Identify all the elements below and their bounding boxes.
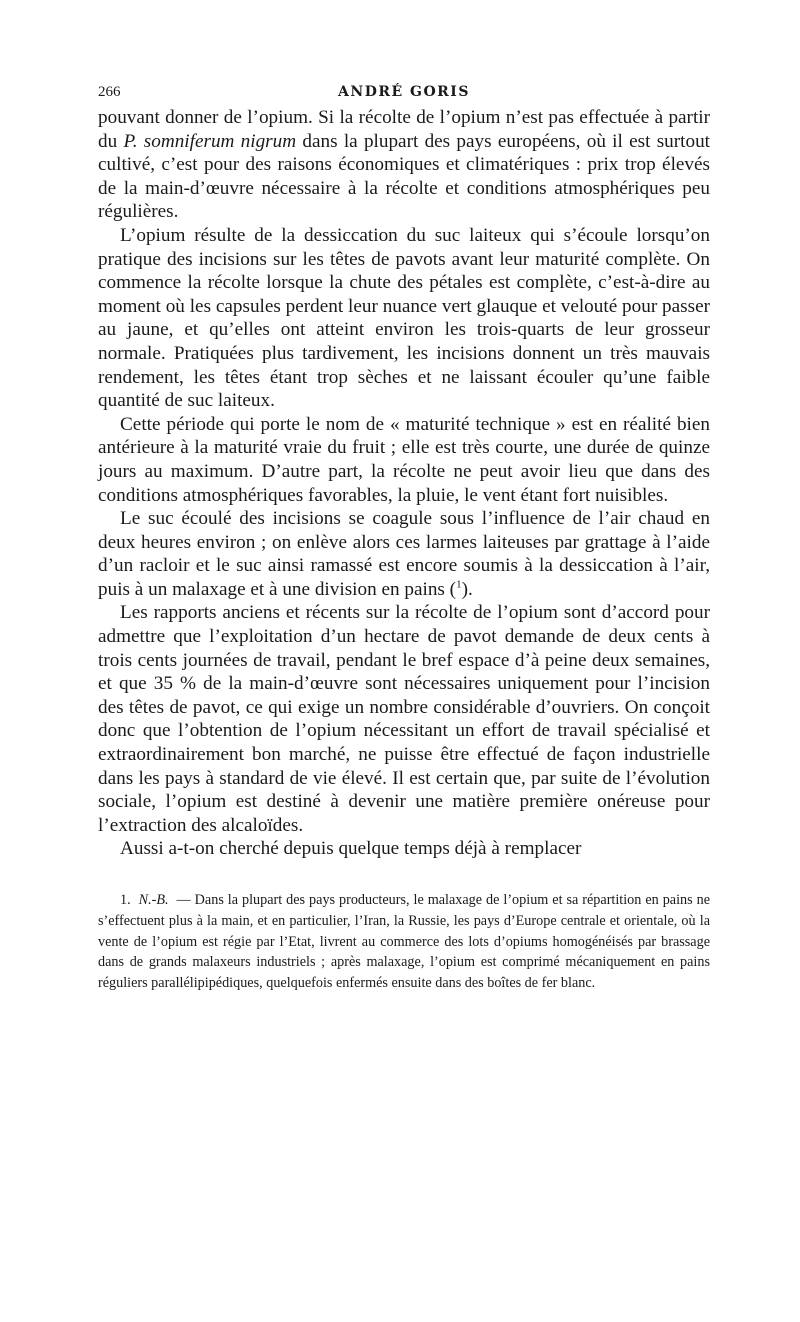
- footnote-text: — Dans la plupart des pays producteurs, le malaxage de l’opium et sa répartition en pains ne s’effectuent plus à la main, et en particulier, l’Iran, la Russie, les pays d’Europe centrale et orientale, où la vente de l’opium est régie par l’Etat, livrent au commerce des lots d’opiums homogénéisés par brassage dans de grands malaxeurs industriels ; après malaxage, l’opium est comprimé mécaniquement en pains réguliers parallélipipédiques, quelquefois enfermés ensuite dans des boîtes de fer blanc.: [98, 892, 710, 992]
- running-title: ANDRÉ GORIS: [338, 84, 470, 100]
- footnote-number: 1.: [120, 892, 131, 908]
- running-head: [98, 78, 710, 106]
- footnote: [98, 890, 710, 994]
- text-run: dans la plupart des pays européens, où il est surtout cultivé, c’est pour des raisons économiques et climatériques : prix trop élevés de la main-d’œuvre nécessaire à la récolte et conditions atmosphériques peu régulières.: [98, 130, 711, 223]
- paragraph: [98, 106, 710, 224]
- paragraph: [98, 224, 710, 413]
- text-run: Aussi a-t-on cherché depuis quelque temps déjà à remplacer: [120, 838, 582, 860]
- text-run: Cette période qui porte le nom de « maturité technique » est en réalité bien antérieure à la maturité vraie du fruit ; elle est très courte, une durée de quinze jours au maximum. D’autre part, la récolte ne peut avoir lieu que dans des conditions atmosphériques favorables, la pluie, le vent étant fort nuisibles.: [98, 413, 710, 506]
- text-run: Les rapports anciens et récents sur la récolte de l’opium sont d’accord pour admettre que l’exploitation d’un hectare de pavot demande de deux cents à trois cents journées de travail, pendant le bref espace d’à peine deux semaines, et que 35 % de la main-d’œuvre sont nécessaires uniquement pour l’incision des têtes de pavot, ce qui exige un nombre considérable d’ouvriers. On conçoit donc que l’obtention de l’opium nécessitant un effort de travail spécialisé et extraordinairement bon marché, ne puisse être effectué de façon industrielle dans les pays à standard de vie élevé. Il est certain que, par suite de l’évolution sociale, l’opium est destiné à devenir une matière première onéreuse pour l’extraction des alcaloïdes.: [98, 602, 710, 836]
- paragraph: [98, 413, 710, 507]
- paragraph: [98, 601, 710, 837]
- body-text: [98, 106, 710, 861]
- text-run: L’opium résulte de la dessiccation du suc laiteux qui s’écoule lorsqu’on pratique des incisions sur les têtes de pavots avant leur maturité complète. On commence la récolte lorsque la chute des pétales est complète, c’est-à-dire au moment où les capsules perdent leur nuance vert glauque et velouté pour passer au jaune, et qu’elles ont atteint environ les trois-quarts de leur grosseur normale. Pratiquées plus tardivement, les incisions donnent un très mauvais rendement, les têtes étant trop sèches et ne laissant écouler qu’une faible quantité de suc laiteux.: [98, 224, 710, 412]
- paragraph: [98, 837, 710, 861]
- text-run: Le suc écoulé des incisions se coagule sous l’influence de l’air chaud en deux heures environ ; on enlève alors ces larmes laiteuses par grattage à l’aide d’un racloir et le suc ainsi ramassé est encore soumis à la dessiccation à l’air, puis à un malaxage et à une division en pains (: [98, 508, 710, 600]
- book-page: [98, 78, 710, 994]
- italic-text: P. somniferum nigrum: [123, 130, 297, 152]
- footnote-author: N.-B.: [138, 892, 169, 908]
- text-run: ).: [461, 578, 473, 600]
- paragraph: [98, 507, 710, 601]
- page-number: 266: [98, 84, 121, 100]
- text-run: pouvant donner de l’opium. Si la récolte de l’opium n’est pas effectuée à partir du: [98, 107, 710, 152]
- footnote-reference: 1: [456, 578, 462, 591]
